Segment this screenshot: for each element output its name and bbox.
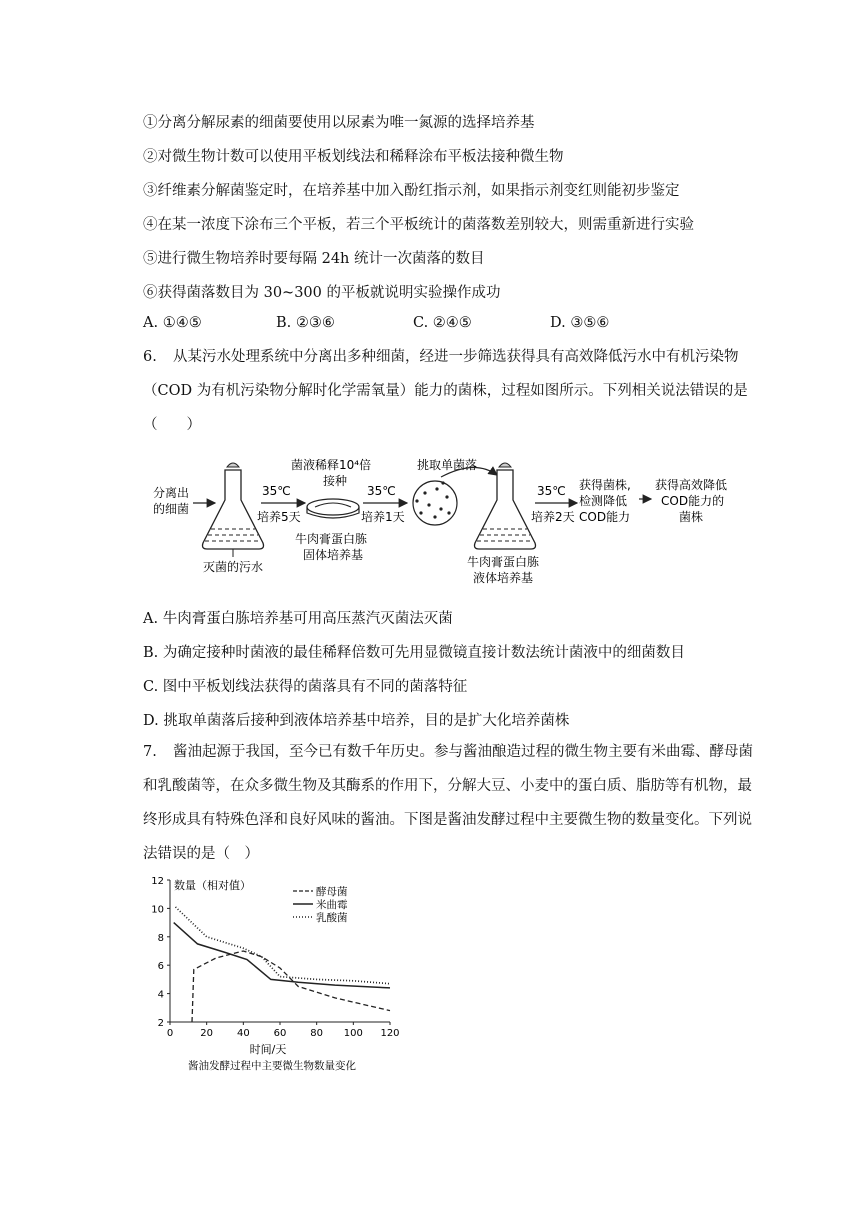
q6-option-a: A. 牛肉膏蛋白胨培养基可用高压蒸汽灭菌法灭菌 xyxy=(143,611,453,627)
diag-label-solid-1: 牛肉膏蛋白胨 xyxy=(295,532,368,546)
diag-label-isolated-1: 分离出 xyxy=(153,486,190,500)
x-tick-label: 120 xyxy=(380,1028,400,1039)
diag-label-isolated-2: 的细菌 xyxy=(153,502,190,516)
x-tick-label: 100 xyxy=(343,1028,363,1039)
diag-label-dilute-2: 接种 xyxy=(323,474,348,488)
x-tick-label: 60 xyxy=(273,1028,287,1039)
q6-option-b: B. 为确定接种时菌液的最佳稀释倍数可先用显微镜直接计数法统计菌液中的细菌数目 xyxy=(143,645,685,661)
diag-label-final-3: 菌株 xyxy=(679,510,704,524)
petri-dish-solid xyxy=(307,499,359,518)
q7-line-chart xyxy=(140,870,410,1075)
q5-option-d: D. ③⑤⑥ xyxy=(550,315,610,331)
q5-item-2: ②对微生物计数可以使用平板划线法和稀释涂布平板法接种微生物 xyxy=(143,149,564,165)
x-tick-label: 20 xyxy=(200,1028,214,1039)
y-tick-label: 10 xyxy=(151,904,164,916)
legend-label-lactic: 乳酸菌 xyxy=(316,912,348,924)
q7-stem xyxy=(143,735,753,871)
q6-process-diagram xyxy=(145,455,750,590)
flask-sewage xyxy=(203,463,264,549)
y-tick-label: 6 xyxy=(157,961,164,973)
q6-number: 6. xyxy=(143,349,157,365)
diag-label-35c-3: 35℃ xyxy=(537,484,566,498)
diag-label-liquid-2: 液体培养基 xyxy=(473,571,534,585)
diag-label-final-1: 获得高效降低 xyxy=(655,478,728,492)
q5-item-5: ⑤进行微生物培养时要每隔 24h 统计一次菌落的数目 xyxy=(143,251,485,267)
q5-option-b: B. ②③⑥ xyxy=(276,315,335,331)
q6-stem xyxy=(143,340,753,442)
q6-option-d: D. 挑取单菌落后接种到液体培养基中培养，目的是扩大化培养菌株 xyxy=(143,713,570,729)
legend-label-yeast: 酵母菌 xyxy=(316,886,348,898)
q7-number: 7. xyxy=(143,744,157,760)
chart-title: 酱油发酵过程中主要微生物数量变化 xyxy=(188,1060,356,1072)
q7-stem-text: 酱油起源于我国，至今已有数千年历史。参与酱油酿造过程的微生物主要有米曲霉、酵母菌和乳酸菌等，在众多微生物及其酶系的作用下，分解大豆、小麦中的蛋白质、脂肪等有机物，最终形成具有特殊色泽和良好风味的酱油。下图是酱油发酵过程中主要微生物的数量变化。下列说法错误的是（ ） xyxy=(143,744,753,862)
q5-option-a: A. ①④⑤ xyxy=(143,315,202,331)
chart-xlabel: 时间/天 xyxy=(249,1043,287,1056)
y-tick-label: 2 xyxy=(157,1018,164,1029)
diag-label-dilute-1: 菌液稀释10⁴倍 xyxy=(291,458,372,472)
chart-ylabel: 数量（相对值） xyxy=(174,879,251,892)
q6-option-c: C. 图中平板划线法获得的菌落具有不同的菌落特征 xyxy=(143,679,468,695)
diag-label-get-2: 检测降低 xyxy=(579,494,628,508)
x-tick-label: 80 xyxy=(310,1028,324,1039)
diag-label-pick: 挑取单菌落 xyxy=(417,458,478,472)
y-tick-label: 8 xyxy=(157,932,164,944)
y-tick-label: 12 xyxy=(151,876,164,887)
x-tick-label: 0 xyxy=(166,1028,174,1039)
q6-stem-text: 从某污水处理系统中分离出多种细菌，经进一步筛选获得具有高效降低污水中有机污染物（COD 为有机污染物分解时化学需氧量）能力的菌株，过程如图所示。下列相关说法错误的是（ ） xyxy=(143,349,748,433)
chart-legend xyxy=(293,885,348,924)
series-line-aspergillus xyxy=(174,923,390,988)
q5-option-c: C. ②④⑤ xyxy=(413,315,472,331)
x-tick-label: 40 xyxy=(236,1028,250,1039)
legend-label-aspergillus: 米曲霉 xyxy=(316,899,348,911)
q5-item-4: ④在某一浓度下涂布三个平板，若三个平板统计的菌落数差别较大，则需重新进行实验 xyxy=(143,217,694,233)
diag-label-final-2: COD能力的 xyxy=(661,494,725,508)
q5-item-1: ①分离分解尿素的细菌要使用以尿素为唯一氮源的选择培养基 xyxy=(143,115,535,131)
diag-label-2days: 培养2天 xyxy=(531,510,575,524)
diag-label-solid-2: 固体培养基 xyxy=(303,548,364,562)
diag-label-5days: 培养5天 xyxy=(257,510,301,524)
diag-label-sewage: 灭菌的污水 xyxy=(203,560,264,574)
diag-label-get-3: COD能力 xyxy=(579,510,631,524)
y-tick-label: 4 xyxy=(157,989,164,1001)
q5-item-3: ③纤维素分解菌鉴定时，在培养基中加入酚红指示剂，如果指示剂变红则能初步鉴定 xyxy=(143,183,680,199)
diag-label-liquid-1: 牛肉膏蛋白胨 xyxy=(467,555,540,569)
diag-label-35c-1: 35℃ xyxy=(262,484,291,498)
series-line-lactic xyxy=(176,907,391,984)
flask-liquid xyxy=(475,463,536,549)
diag-label-get-1: 获得菌株, xyxy=(579,478,631,492)
colonies-plate xyxy=(413,481,457,525)
diag-label-1day: 培养1天 xyxy=(361,510,405,524)
diag-label-35c-2: 35℃ xyxy=(367,484,396,498)
q5-item-6: ⑥获得菌落数目为 30~300 的平板就说明实验操作成功 xyxy=(143,285,501,301)
